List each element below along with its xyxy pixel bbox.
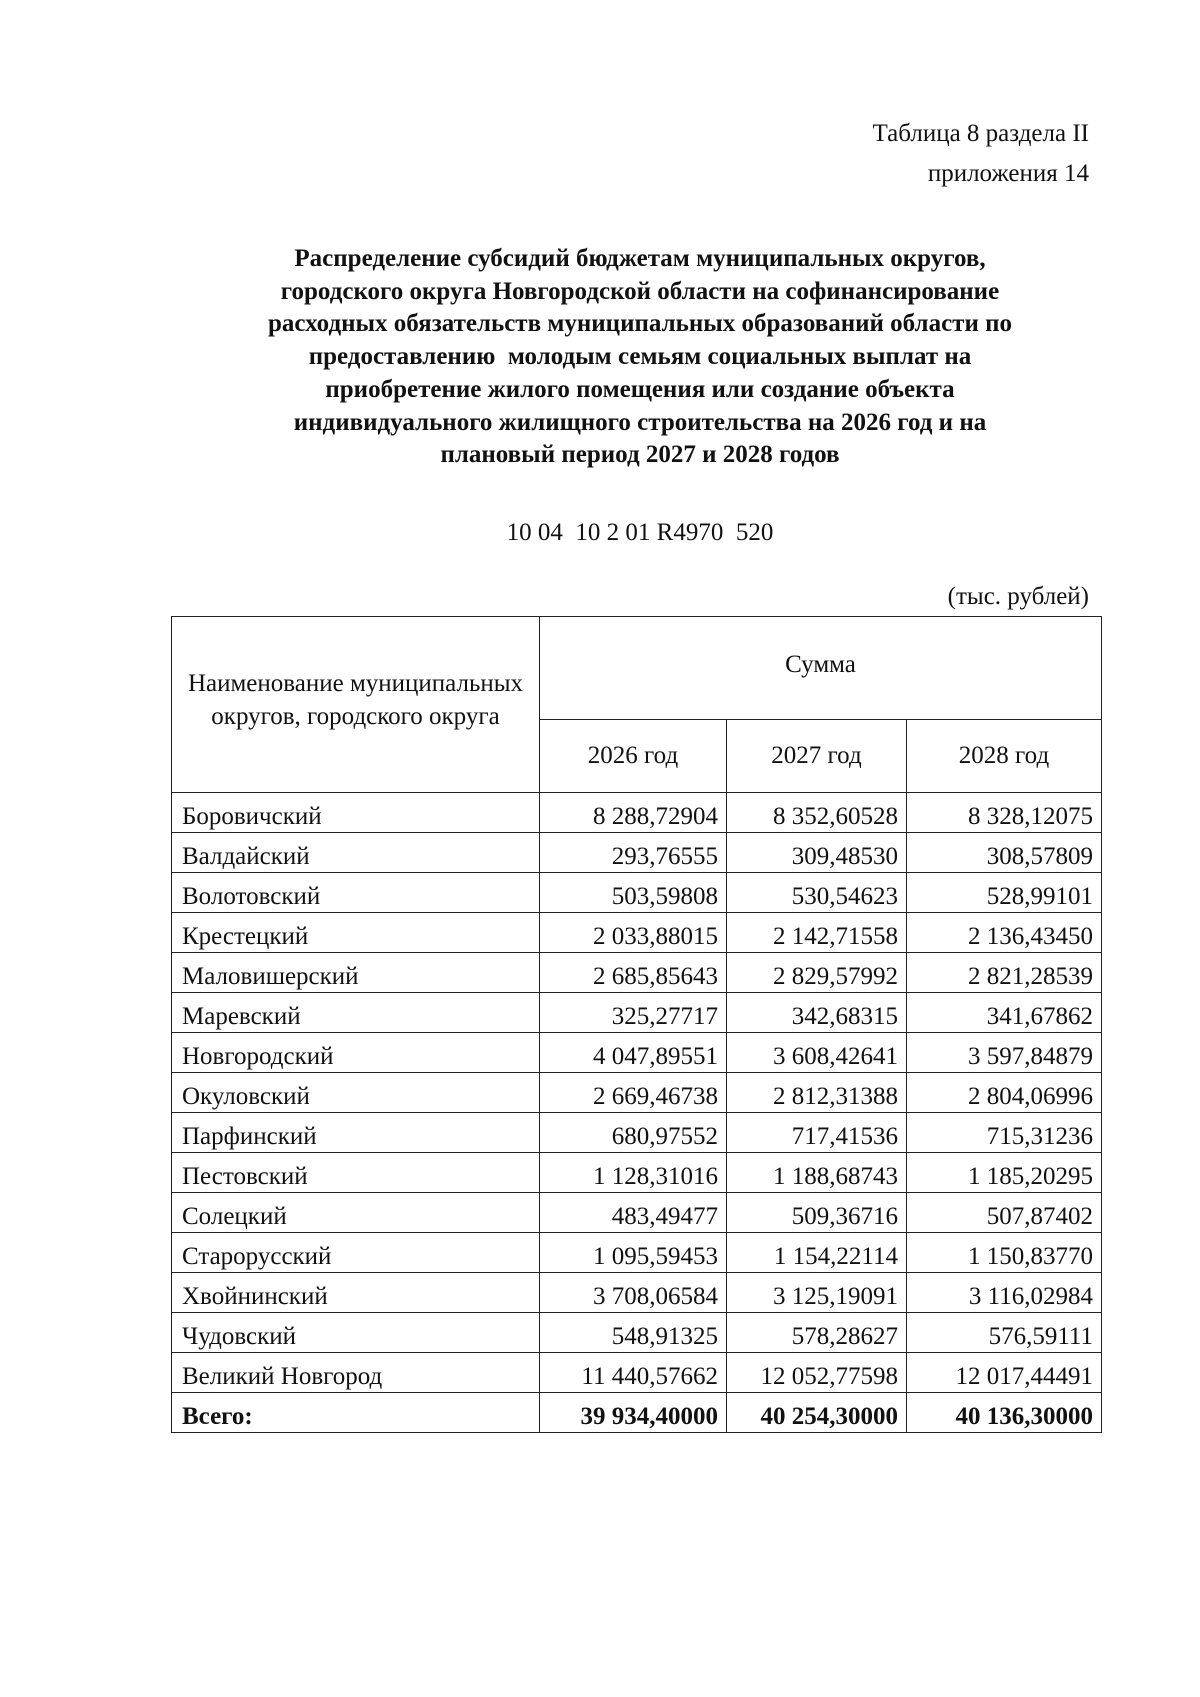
- amount-2028: 1 185,20295: [907, 1153, 1102, 1193]
- amount-2026: 3 708,06584: [540, 1273, 727, 1313]
- amount-2027: 2 142,71558: [727, 913, 907, 953]
- amount-2026: 325,27717: [540, 993, 727, 1033]
- amount-2026: 1 128,31016: [540, 1153, 727, 1193]
- amount-2028: 715,31236: [907, 1113, 1102, 1153]
- amount-2028: 507,87402: [907, 1193, 1102, 1233]
- reference-line-1: Таблица 8 раздела II: [872, 120, 1089, 147]
- district-name: Боровичский: [172, 793, 540, 833]
- amount-2026: 548,91325: [540, 1313, 727, 1353]
- amount-2026: 11 440,57662: [540, 1353, 727, 1393]
- amount-2026: 680,97552: [540, 1113, 727, 1153]
- amount-2026: 8 288,72904: [540, 793, 727, 833]
- amount-2027: 342,68315: [727, 993, 907, 1033]
- amount-2026: 4 047,89551: [540, 1033, 727, 1073]
- amount-2028: 308,57809: [907, 833, 1102, 873]
- district-name: Волотовский: [172, 873, 540, 913]
- title-line: предоставлению молодым семьям социальных выплат на: [308, 343, 972, 371]
- table-row: [172, 1113, 1102, 1153]
- district-name: Новгородский: [172, 1033, 540, 1073]
- amount-2027: 717,41536: [727, 1113, 907, 1153]
- table-row: [172, 1273, 1102, 1313]
- table-row: [172, 1073, 1102, 1113]
- amount-2028: 2 136,43450: [907, 913, 1102, 953]
- amount-2028: 2 821,28539: [907, 953, 1102, 993]
- table-row: [172, 913, 1102, 953]
- name-column-header: Наименование муниципальных округов, городского округа: [172, 617, 540, 793]
- district-name: Валдайский: [172, 833, 540, 873]
- amount-2027: 2 812,31388: [727, 1073, 907, 1113]
- district-name: Маревский: [172, 993, 540, 1033]
- amount-2027: 12 052,77598: [727, 1353, 907, 1393]
- table-row: [172, 1153, 1102, 1193]
- amount-2028: 2 804,06996: [907, 1073, 1102, 1113]
- amount-2028: 528,99101: [907, 873, 1102, 913]
- district-name: Великий Новгород: [172, 1353, 540, 1393]
- amount-2028: 8 328,12075: [907, 793, 1102, 833]
- year-header-2027: 2027 год: [727, 720, 907, 793]
- amount-2026: 503,59808: [540, 873, 727, 913]
- table-row: [172, 1313, 1102, 1353]
- district-name: Парфинский: [172, 1113, 540, 1153]
- amount-2027: 3 608,42641: [727, 1033, 907, 1073]
- table-row: [172, 873, 1102, 913]
- total-2026: 39 934,40000: [540, 1393, 727, 1433]
- district-name: Маловишерский: [172, 953, 540, 993]
- district-name: Чудовский: [172, 1313, 540, 1353]
- amount-2027: 1 188,68743: [727, 1153, 907, 1193]
- amount-2028: 12 017,44491: [907, 1353, 1102, 1393]
- district-name: Пестовский: [172, 1153, 540, 1193]
- sum-column-header: Сумма: [540, 617, 1102, 720]
- amount-2026: 1 095,59453: [540, 1233, 727, 1273]
- amount-2027: 530,54623: [727, 873, 907, 913]
- district-name: Окуловский: [172, 1073, 540, 1113]
- district-name: Крестецкий: [172, 913, 540, 953]
- amount-2027: 578,28627: [727, 1313, 907, 1353]
- total-2028: 40 136,30000: [907, 1393, 1102, 1433]
- amount-2028: 3 116,02984: [907, 1273, 1102, 1313]
- table-row: [172, 793, 1102, 833]
- amount-2027: 1 154,22114: [727, 1233, 907, 1273]
- title-line: городского округа Новгородской области на софинансирование: [280, 277, 1000, 305]
- table-row: [172, 833, 1102, 873]
- amount-2028: 341,67862: [907, 993, 1102, 1033]
- year-header-2028: 2028 год: [907, 720, 1102, 793]
- amount-2026: 293,76555: [540, 833, 727, 873]
- document-title: [170, 243, 1110, 472]
- document-reference: [873, 114, 1089, 194]
- table-row: [172, 953, 1102, 993]
- amount-2027: 509,36716: [727, 1193, 907, 1233]
- total-2027: 40 254,30000: [727, 1393, 907, 1433]
- subsidy-table: [171, 616, 1102, 1433]
- amount-2028: 576,59111: [907, 1313, 1102, 1353]
- amount-2026: 2 685,85643: [540, 953, 727, 993]
- table-row: [172, 1193, 1102, 1233]
- units-label: (тыс. рублей): [947, 583, 1089, 610]
- table-row: [172, 1033, 1102, 1073]
- amount-2027: 8 352,60528: [727, 793, 907, 833]
- table-row: [172, 993, 1102, 1033]
- amount-2027: 3 125,19091: [727, 1273, 907, 1313]
- title-line: приобретение жилого помещения или создание объекта: [325, 375, 955, 403]
- amount-2028: 3 597,84879: [907, 1033, 1102, 1073]
- amount-2026: 2 669,46738: [540, 1073, 727, 1113]
- amount-2027: 309,48530: [727, 833, 907, 873]
- title-line: плановый период 2027 и 2028 годов: [440, 441, 840, 469]
- total-label: Всего:: [172, 1393, 540, 1433]
- amount-2027: 2 829,57992: [727, 953, 907, 993]
- year-header-2026: 2026 год: [540, 720, 727, 793]
- amount-2026: 483,49477: [540, 1193, 727, 1233]
- total-row: [172, 1393, 1102, 1433]
- amount-2028: 1 150,83770: [907, 1233, 1102, 1273]
- reference-line-2: приложения 14: [927, 160, 1089, 187]
- district-name: Солецкий: [172, 1193, 540, 1233]
- title-line: индивидуального жилищного строительства на 2026 год и на: [293, 408, 987, 436]
- budget-code: 10 04 10 2 01 R4970 520: [506, 519, 774, 546]
- district-name: Хвойнинский: [172, 1273, 540, 1313]
- title-line: расходных обязательств муниципальных образований области по: [267, 310, 1013, 338]
- table-row: [172, 1233, 1102, 1273]
- title-line: Распределение субсидий бюджетам муниципальных округов,: [294, 245, 986, 272]
- district-name: Старорусский: [172, 1233, 540, 1273]
- table-row: [172, 1353, 1102, 1393]
- amount-2026: 2 033,88015: [540, 913, 727, 953]
